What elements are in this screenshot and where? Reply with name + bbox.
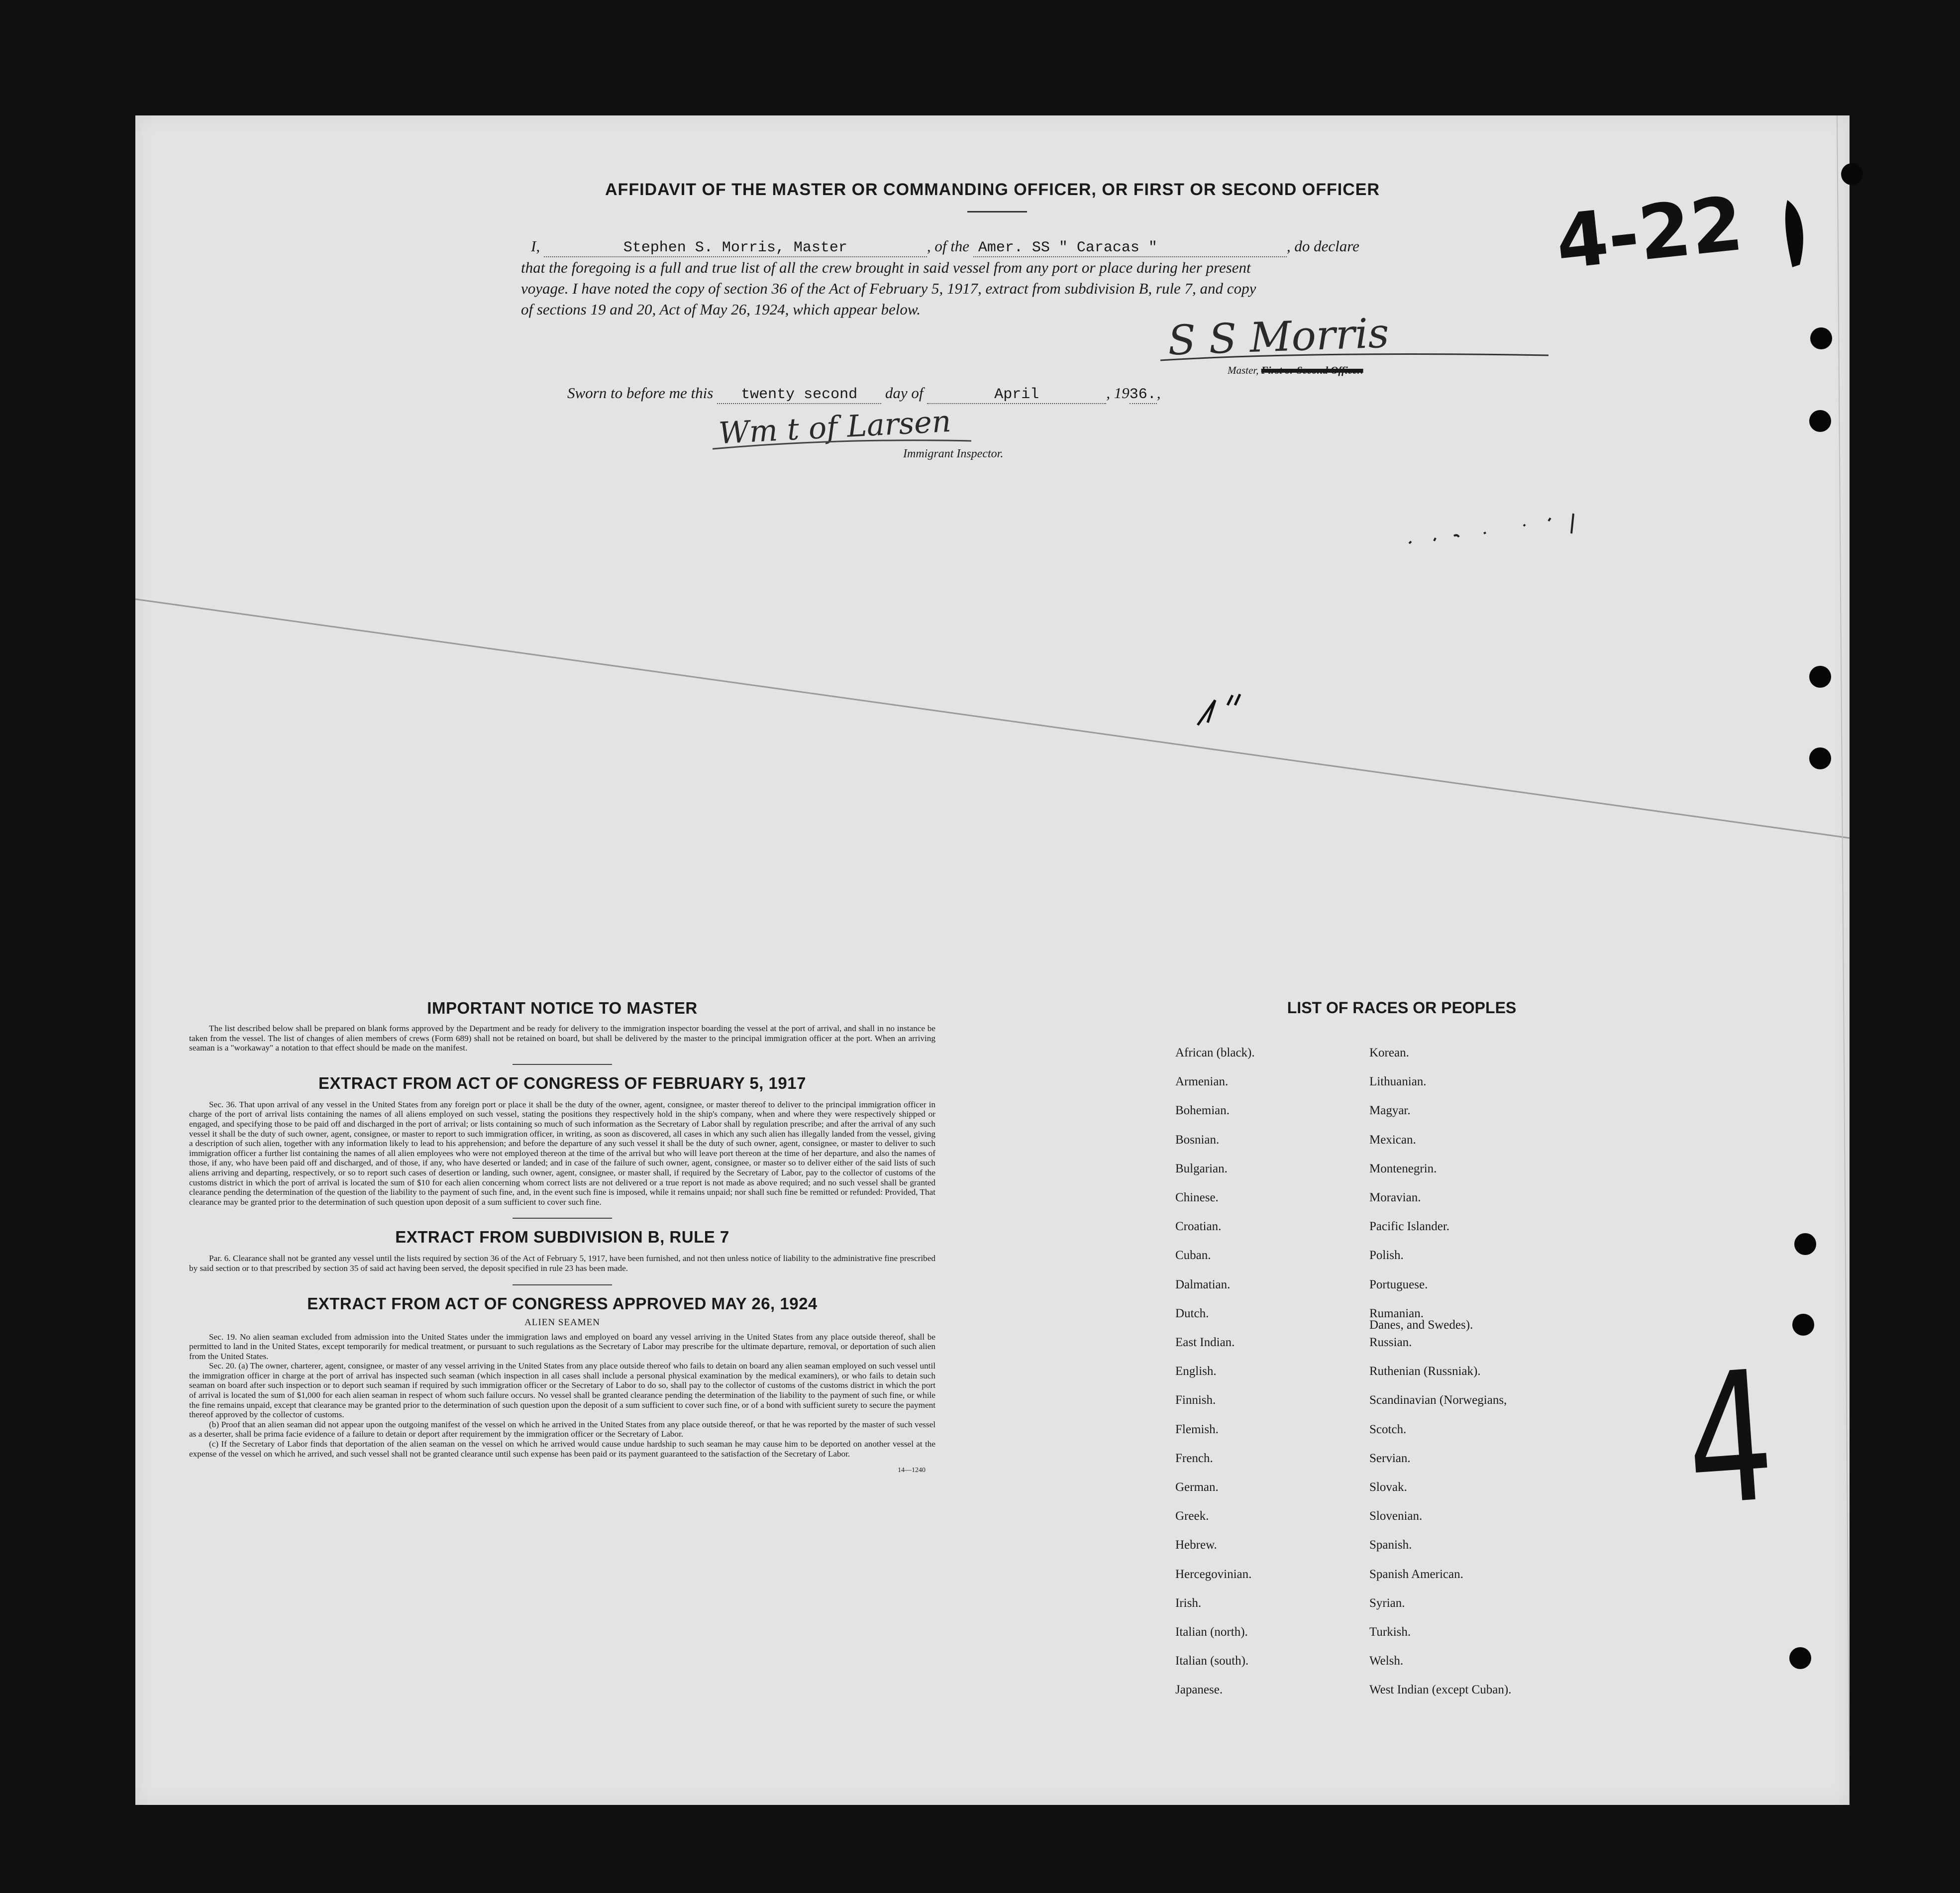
struck-officer-title: First or Second Officer. bbox=[1261, 364, 1363, 376]
alien-seamen-subtitle: ALIEN SEAMEN bbox=[524, 1317, 600, 1328]
sworn-day-field bbox=[717, 384, 881, 404]
race-item: Scotch. bbox=[1369, 1422, 1407, 1436]
race-item: Pacific Islander. bbox=[1369, 1220, 1450, 1234]
notice-section bbox=[189, 999, 935, 1474]
binder-hole bbox=[1809, 666, 1831, 688]
race-item: East Indian. bbox=[1175, 1336, 1235, 1349]
sworn-end: , bbox=[1156, 384, 1161, 402]
document-page bbox=[135, 115, 1850, 1805]
race-item: Greek. bbox=[1175, 1509, 1209, 1523]
race-item: Polish. bbox=[1369, 1249, 1404, 1262]
race-item: Bosnian. bbox=[1175, 1133, 1220, 1147]
races-title: LIST OF RACES OR PEOPLES bbox=[1287, 999, 1517, 1017]
master-title-prefix: Master, bbox=[1228, 364, 1259, 376]
sworn-dayof: day of bbox=[885, 384, 924, 402]
race-item: English. bbox=[1175, 1365, 1217, 1378]
notice-paragraph: The list described below shall be prepared on blank forms approved by the Department and be ready for delivery to the immigration inspector boarding the vessel at the port of arrival, and shall in no instance be taken from the vessel. The list of changes of alien members of crews (Form 689) shall not be retained on board, but shall be delivered by the master to the principal immigration officer at the port. When an arriving seaman is a "workaway" a notation to that effect should be made on the manifest. bbox=[189, 1024, 935, 1053]
sworn-year-field bbox=[1130, 384, 1157, 404]
sworn-line bbox=[567, 384, 1160, 404]
sec-20a-paragraph: Sec. 20. (a) The owner, charterer, agent, consignee, or master of any vessel arriving in the United States from any place outside thereof who fails to detain on board any alien seaman employed on such vessel until the immigration officer in charge at the port of arrival has inspected such seaman (which inspection in all cases shall include a personal physical examination by the medical examiners), or who fails to detain such seaman on board after such inspection or to deport such seaman if required by such immigration officer or the Secretary of Labor to do so, shall pay to the collector of customs of the customs district in which the port of arrival is located the sum of $1,000 for each alien seaman in respect of whom such failure occurs. No vessel shall be granted clearance pending the determination of the liability to the payment of such fine, or while the fine remains unpaid, except that clearance may be granted prior to the determination of such question upon the deposit of a sum sufficient to cover such fine, or of a bond with sufficient surety to secure the payment thereof approved by the collector of customs. bbox=[189, 1361, 935, 1420]
extract-1924-title: EXTRACT FROM ACT OF CONGRESS APPROVED MAY 26, 1924 bbox=[307, 1294, 818, 1313]
binder-hole bbox=[1792, 1314, 1814, 1336]
race-item: Montenegrin. bbox=[1369, 1161, 1437, 1175]
race-item: Croatian. bbox=[1175, 1220, 1222, 1234]
master-name: Stephen S. Morris, Master bbox=[623, 239, 847, 256]
race-item: Russian. bbox=[1369, 1336, 1412, 1349]
paper-crease bbox=[135, 115, 1850, 1805]
race-item: Rumanian. bbox=[1369, 1306, 1424, 1320]
race-item: Servian. bbox=[1369, 1451, 1411, 1465]
race-item: Hercegovinian. bbox=[1175, 1567, 1252, 1581]
race-item: Slovak. bbox=[1369, 1480, 1407, 1494]
race-item: Ruthenian (Russniak). bbox=[1369, 1365, 1481, 1378]
race-item: Spanish. bbox=[1369, 1538, 1412, 1552]
sec-20c-paragraph: (c) If the Secretary of Labor finds that deportation of the alien seaman on the vessel on which he arrived would cause undue hardship to such seaman he may cause him to be deported on another vessel at the expense of the vessel on which he arrived, and such vessel shall not be granted clearance until such expense has been paid or its payment guaranteed to the satisfaction of the Secretary of Labor. bbox=[189, 1439, 935, 1459]
ink-blot bbox=[1772, 200, 1807, 270]
notice-title: IMPORTANT NOTICE TO MASTER bbox=[427, 999, 698, 1017]
race-item: Irish. bbox=[1175, 1596, 1202, 1610]
race-item: Bohemian. bbox=[1175, 1104, 1230, 1118]
race-item: Mexican. bbox=[1369, 1133, 1416, 1147]
race-item-continuation: Danes, and Swedes). bbox=[1369, 1318, 1473, 1332]
master-signature-underline bbox=[1160, 349, 1558, 364]
affidavit-line-3: voyage. I have noted the copy of section 36 of the Act of February 5, 1917, extract from subdivision B, rule 7, and copy bbox=[521, 280, 1256, 297]
race-item: Korean. bbox=[1369, 1046, 1409, 1059]
extract-1924-body bbox=[189, 1332, 935, 1459]
par-6-paragraph: Par. 6. Clearance shall not be granted any vessel until the lists required by section 36 of the Act of February 5, 1917, have been furnished, and not then unless notice of liability to the administrative fine prescribed by said section or to that prescribed by section 35 of said act having been served, the deposit specified in rule 23 has been made. bbox=[189, 1254, 935, 1273]
ink-scribble bbox=[1193, 685, 1247, 730]
sec-19-paragraph: Sec. 19. No alien seaman excluded from admission into the United States under the immigration laws and employed on board any vessel arriving in the United States from any place outside thereof, shall be permitted to land in the United States, except temporarily for medical treatment, or pursuant to such regulations as the Secretary of Labor may prescribe for the ultimate departure, removal, or deportation of such alien from the United States. bbox=[189, 1332, 935, 1361]
affidavit-prefix: I, bbox=[531, 237, 540, 255]
race-item: Dutch. bbox=[1175, 1306, 1209, 1320]
race-item: Magyar. bbox=[1369, 1104, 1411, 1118]
race-item: Cuban. bbox=[1175, 1249, 1211, 1262]
inspector-title: Immigrant Inspector. bbox=[903, 447, 1004, 460]
race-item: Spanish American. bbox=[1369, 1567, 1463, 1581]
race-item: French. bbox=[1175, 1451, 1213, 1465]
race-item: Chinese. bbox=[1175, 1191, 1219, 1204]
handwritten-number-top: 4-22 bbox=[1551, 180, 1747, 287]
binder-hole bbox=[1841, 163, 1863, 185]
race-item: Syrian. bbox=[1369, 1596, 1405, 1610]
form-number: 14—1240 bbox=[898, 1467, 926, 1474]
title-underline bbox=[967, 211, 1027, 212]
binder-hole bbox=[1794, 1233, 1816, 1255]
sworn-month-field bbox=[927, 384, 1106, 404]
extract-1917-body bbox=[189, 1100, 935, 1207]
race-item: Scandinavian (Norwegians, bbox=[1369, 1393, 1507, 1407]
master-title bbox=[1228, 364, 1363, 377]
sworn-month: April bbox=[994, 386, 1039, 403]
sworn-prefix: Sworn to before me this bbox=[567, 384, 714, 402]
inspector-signature: Wm t of Larsen bbox=[718, 404, 952, 451]
handwritten-number-bottom: 4 bbox=[1680, 1332, 1780, 1546]
section-divider bbox=[513, 1284, 612, 1285]
sec-36-paragraph: Sec. 36. That upon arrival of any vessel in the United States from any foreign port or place it shall be the duty of the owner, agent, consignee, or master thereof to deliver to the principal immigration officer in charge of the port of arrival lists containing the names of all aliens employed on such vessel, stating the positions they respectively hold in the ship's company, when and where they were respectively shipped or engaged, and specifying those to be paid off and discharged in the port of arrival; or lists containing so much of such information as the Secretary of Labor shall by regulation prescribe; and after the arrival of any such vessel it shall be the duty of such owner, agent, consignee, or master to report to such immigration officer, in writing, as soon as discovered, all cases in which any such alien has illegally landed from the vessel, giving a description of such alien, together with any information likely to lead to his apprehension; and before the departure of any such vessel it shall be the duty of such owner, agent, consignee, or master to deliver to such immigration officer a further list containing the names of all alien employees who were not employed thereon at the time of the arrival but who will leave port thereon at the time of her departure, and also the names of those, if any, who have been paid off and discharged, and of those, if any, who have deserted or landed; and in case of the failure of such owner, agent, consignee, or master so to deliver either of the said lists of such aliens arriving and departing, respectively, or so to report such cases of desertion or landing, such owner, agent, consignee, or master shall, if required by the Secretary of Labor, pay to the collector of customs of the customs district in which the port of arrival is located the sum of $10 for each alien concerning whom correct lists are not delivered or a true report is not made as above required; and no such vessel shall be granted clearance pending the determination of the question of the liability to the payment of such fine, and, in the event such fine is imposed, while it remains unpaid; nor shall such fine be remitted or refunded: Provided, That clearance may be granted prior to the determination of such question upon deposit of a sum sufficient to cover such fine. bbox=[189, 1099, 935, 1207]
race-item: Flemish. bbox=[1175, 1422, 1219, 1436]
master-signature: S S Morris bbox=[1167, 310, 1390, 365]
race-item: Portuguese. bbox=[1369, 1277, 1428, 1291]
race-item: Finnish. bbox=[1175, 1393, 1216, 1407]
section-divider bbox=[513, 1218, 612, 1219]
race-item: Italian (south). bbox=[1175, 1654, 1249, 1668]
extract-1917-title: EXTRACT FROM ACT OF CONGRESS OF FEBRUARY 5, 1917 bbox=[318, 1073, 806, 1092]
race-item: Hebrew. bbox=[1175, 1538, 1217, 1552]
race-item: Armenian. bbox=[1175, 1075, 1229, 1089]
affidavit-line-1 bbox=[531, 237, 1359, 257]
section-divider bbox=[513, 1064, 612, 1065]
race-item: Japanese. bbox=[1175, 1683, 1223, 1697]
binder-hole bbox=[1809, 410, 1831, 432]
sec-20b-paragraph: (b) Proof that an alien seaman did not appear upon the outgoing manifest of the vessel on which he arrived in the United States from any place outside thereof, or that he was reported by the master of such vessel as a deserter, shall be prima facie evidence of a failure to detain or deport after requirement by the immigration officer or the Secretary of Labor. bbox=[189, 1419, 935, 1439]
race-item: German. bbox=[1175, 1480, 1219, 1494]
master-name-field bbox=[544, 237, 927, 257]
race-item: Welsh. bbox=[1369, 1654, 1404, 1668]
race-item: Moravian. bbox=[1369, 1191, 1421, 1204]
binder-hole bbox=[1809, 747, 1831, 769]
race-item: West Indian (except Cuban). bbox=[1369, 1683, 1512, 1697]
affidavit-title: AFFIDAVIT OF THE MASTER OR COMMANDING OFFICER, OR FIRST OR SECOND OFFICER bbox=[605, 180, 1380, 199]
affidavit-line-2: that the foregoing is a full and true list of all the crew brought in said vessel from any port or place during her present bbox=[521, 259, 1251, 276]
rule-7-body bbox=[189, 1254, 935, 1273]
affidavit-declare: , do declare bbox=[1286, 237, 1359, 255]
race-item: Dalmatian. bbox=[1175, 1277, 1231, 1291]
race-item: Slovenian. bbox=[1369, 1509, 1423, 1523]
race-item: Lithuanian. bbox=[1369, 1075, 1427, 1089]
race-item: African (black). bbox=[1175, 1046, 1255, 1059]
vessel-name: Amer. SS " Caracas " bbox=[978, 239, 1157, 256]
ink-marks bbox=[1404, 504, 1643, 553]
sworn-year: 36. bbox=[1129, 386, 1156, 403]
affidavit-of-the: , of the bbox=[927, 237, 970, 255]
notice-body bbox=[189, 1024, 935, 1053]
vessel-field bbox=[973, 237, 1287, 257]
race-item: Turkish. bbox=[1369, 1625, 1411, 1639]
rule-7-title: EXTRACT FROM SUBDIVISION B, RULE 7 bbox=[395, 1228, 729, 1247]
sworn-year-prefix: , 19 bbox=[1106, 384, 1130, 402]
binder-hole bbox=[1810, 327, 1832, 349]
race-item: Bulgarian. bbox=[1175, 1161, 1228, 1175]
affidavit-line-4: of sections 19 and 20, Act of May 26, 1924, which appear below. bbox=[521, 301, 921, 318]
race-item: Italian (north). bbox=[1175, 1625, 1248, 1639]
sworn-day: twenty second bbox=[741, 386, 858, 403]
binder-hole bbox=[1789, 1647, 1811, 1669]
